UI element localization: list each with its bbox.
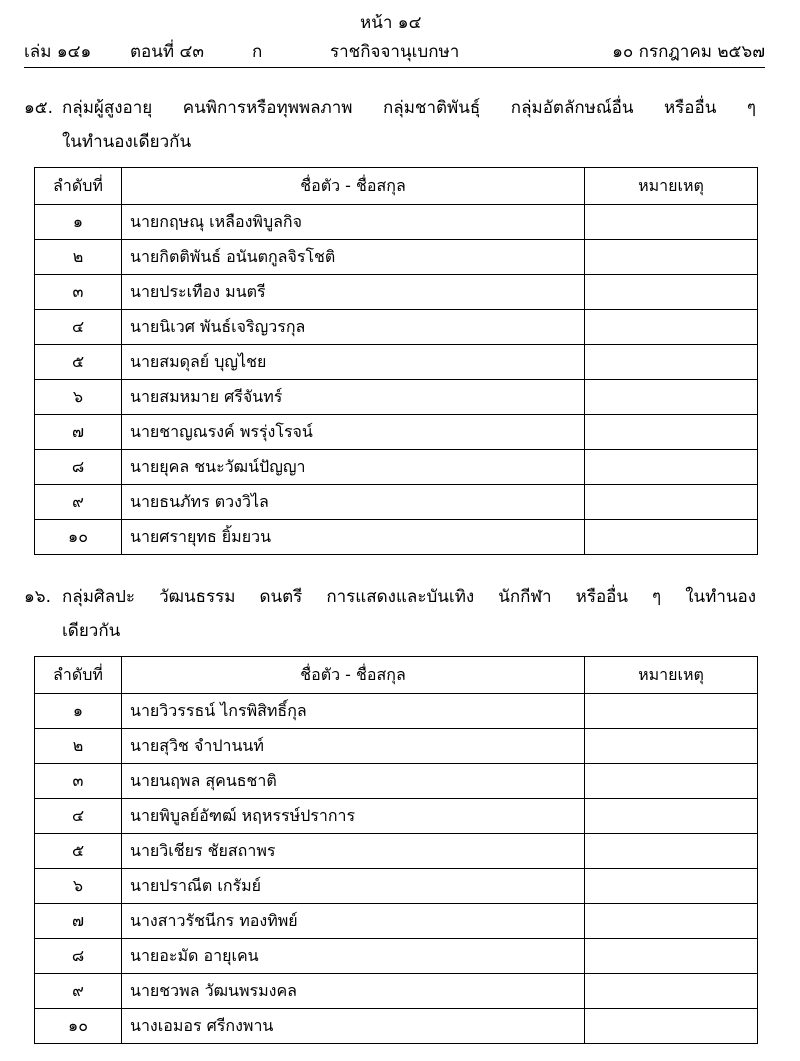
row-name: นางเอมอร ศรีกงพาน [122,1009,585,1044]
table-row [35,520,758,555]
column-header-order: ลำดับที่ [35,168,122,205]
row-name: นางสาวรัชนีกร ทองทิพย์ [122,904,585,939]
member-table [34,656,758,1044]
section-letter: ก [252,42,263,62]
row-remark [585,764,758,799]
table-header-row [35,657,758,694]
table-row [35,694,758,729]
row-order: ๘ [35,939,122,974]
row-remark [585,729,758,764]
row-order: ๖ [35,869,122,904]
table-row [35,415,758,450]
section-number: ๑๖. [24,587,51,607]
row-remark [585,834,758,869]
section-heading-cont: เดียวกัน [62,621,121,641]
row-remark [585,205,758,240]
section-heading: กลุ่มผู้สูงอายุ คนพิการหรือทุพพลภาพ กลุ่มชาติพันธุ์ กลุ่มอัตลักษณ์อื่น หรืออื่น ๆ [62,98,756,118]
publication-date: ๑๐ กรกฎาคม ๒๕๖๗ [612,42,765,62]
row-name: นายวิเชียร ชัยสถาพร [122,834,585,869]
table-row [35,205,758,240]
row-order: ๙ [35,974,122,1009]
row-order: ๗ [35,904,122,939]
row-order: ๓ [35,764,122,799]
row-name: นายอะมัด อายุเคน [122,939,585,974]
row-remark [585,380,758,415]
table-row [35,345,758,380]
table-row [35,939,758,974]
row-remark [585,799,758,834]
column-header-remark: หมายเหตุ [585,168,758,205]
row-name: นายพิบูลย์อัฑฒ์ หฤหรรษ์ปราการ [122,799,585,834]
row-order: ๔ [35,310,122,345]
issue-label: ตอนที่ ๔๓ [130,42,204,62]
table-row [35,764,758,799]
row-name: นายกิตติพันธ์ อนันตกูลจิรโชติ [122,240,585,275]
row-order: ๗ [35,415,122,450]
column-header-remark: หมายเหตุ [585,657,758,694]
row-name: นายศรายุทธ ยิ้มยวน [122,520,585,555]
row-remark [585,450,758,485]
row-order: ๑๐ [35,1009,122,1044]
row-order: ๙ [35,485,122,520]
row-name: นายชาญณรงค์ พรรุ่งโรจน์ [122,415,585,450]
header-divider [24,67,765,68]
table-row [35,834,758,869]
section-heading-cont: ในทำนองเดียวกัน [62,132,192,152]
table-row [35,240,758,275]
table-row [35,1009,758,1044]
row-remark [585,974,758,1009]
row-remark [585,1009,758,1044]
publication-title: ราชกิจจานุเบกษา [330,42,460,62]
table-row [35,380,758,415]
row-remark [585,275,758,310]
row-name: นายธนภัทร ตวงวิไล [122,485,585,520]
table-row [35,450,758,485]
section-number: ๑๕. [24,98,54,118]
row-remark [585,415,758,450]
row-remark [585,310,758,345]
row-order: ๒ [35,240,122,275]
row-order: ๔ [35,799,122,834]
row-name: นายวิวรรธน์ ไกรพิสิทธิ์กุล [122,694,585,729]
row-order: ๑๐ [35,520,122,555]
row-order: ๘ [35,450,122,485]
row-remark [585,904,758,939]
column-header-order: ลำดับที่ [35,657,122,694]
column-header-name: ชื่อตัว - ชื่อสกุล [122,168,585,205]
row-remark [585,485,758,520]
row-name: นายนฤพล สุคนธชาติ [122,764,585,799]
row-name: นายนิเวศ พันธ์เจริญวรกุล [122,310,585,345]
row-order: ๕ [35,345,122,380]
row-name: นายประเทือง มนตรี [122,275,585,310]
row-name: นายสมหมาย ศรีจันทร์ [122,380,585,415]
table-row [35,974,758,1009]
row-name: นายปราณีต เกรัมย์ [122,869,585,904]
section-heading: กลุ่มศิลปะ วัฒนธรรม ดนตรี การแสดงและบันเทิง นักกีฬา หรืออื่น ๆ ในทำนอง [62,587,756,607]
volume-label: เล่ม ๑๔๑ [24,42,92,62]
table-header-row [35,168,758,205]
row-name: นายกฤษณุ เหลืองพิบูลกิจ [122,205,585,240]
row-name: นายสุวิช จำปานนท์ [122,729,585,764]
row-remark [585,939,758,974]
row-remark [585,694,758,729]
table-row [35,310,758,345]
row-remark [585,869,758,904]
member-table [34,167,758,555]
table-row [35,799,758,834]
row-name: นายสมดุลย์ บุญไชย [122,345,585,380]
table-row [35,485,758,520]
row-remark [585,240,758,275]
row-order: ๖ [35,380,122,415]
row-remark [585,520,758,555]
row-order: ๓ [35,275,122,310]
row-remark [585,345,758,380]
row-name: นายยุคล ชนะวัฒน์ปัญญา [122,450,585,485]
column-header-name: ชื่อตัว - ชื่อสกุล [122,657,585,694]
page-number: หน้า ๑๔ [360,13,422,33]
row-order: ๕ [35,834,122,869]
row-name: นายชวพล วัฒนพรมงคล [122,974,585,1009]
table-row [35,275,758,310]
row-order: ๒ [35,729,122,764]
row-order: ๑ [35,205,122,240]
table-row [35,904,758,939]
table-row [35,869,758,904]
row-order: ๑ [35,694,122,729]
table-row [35,729,758,764]
